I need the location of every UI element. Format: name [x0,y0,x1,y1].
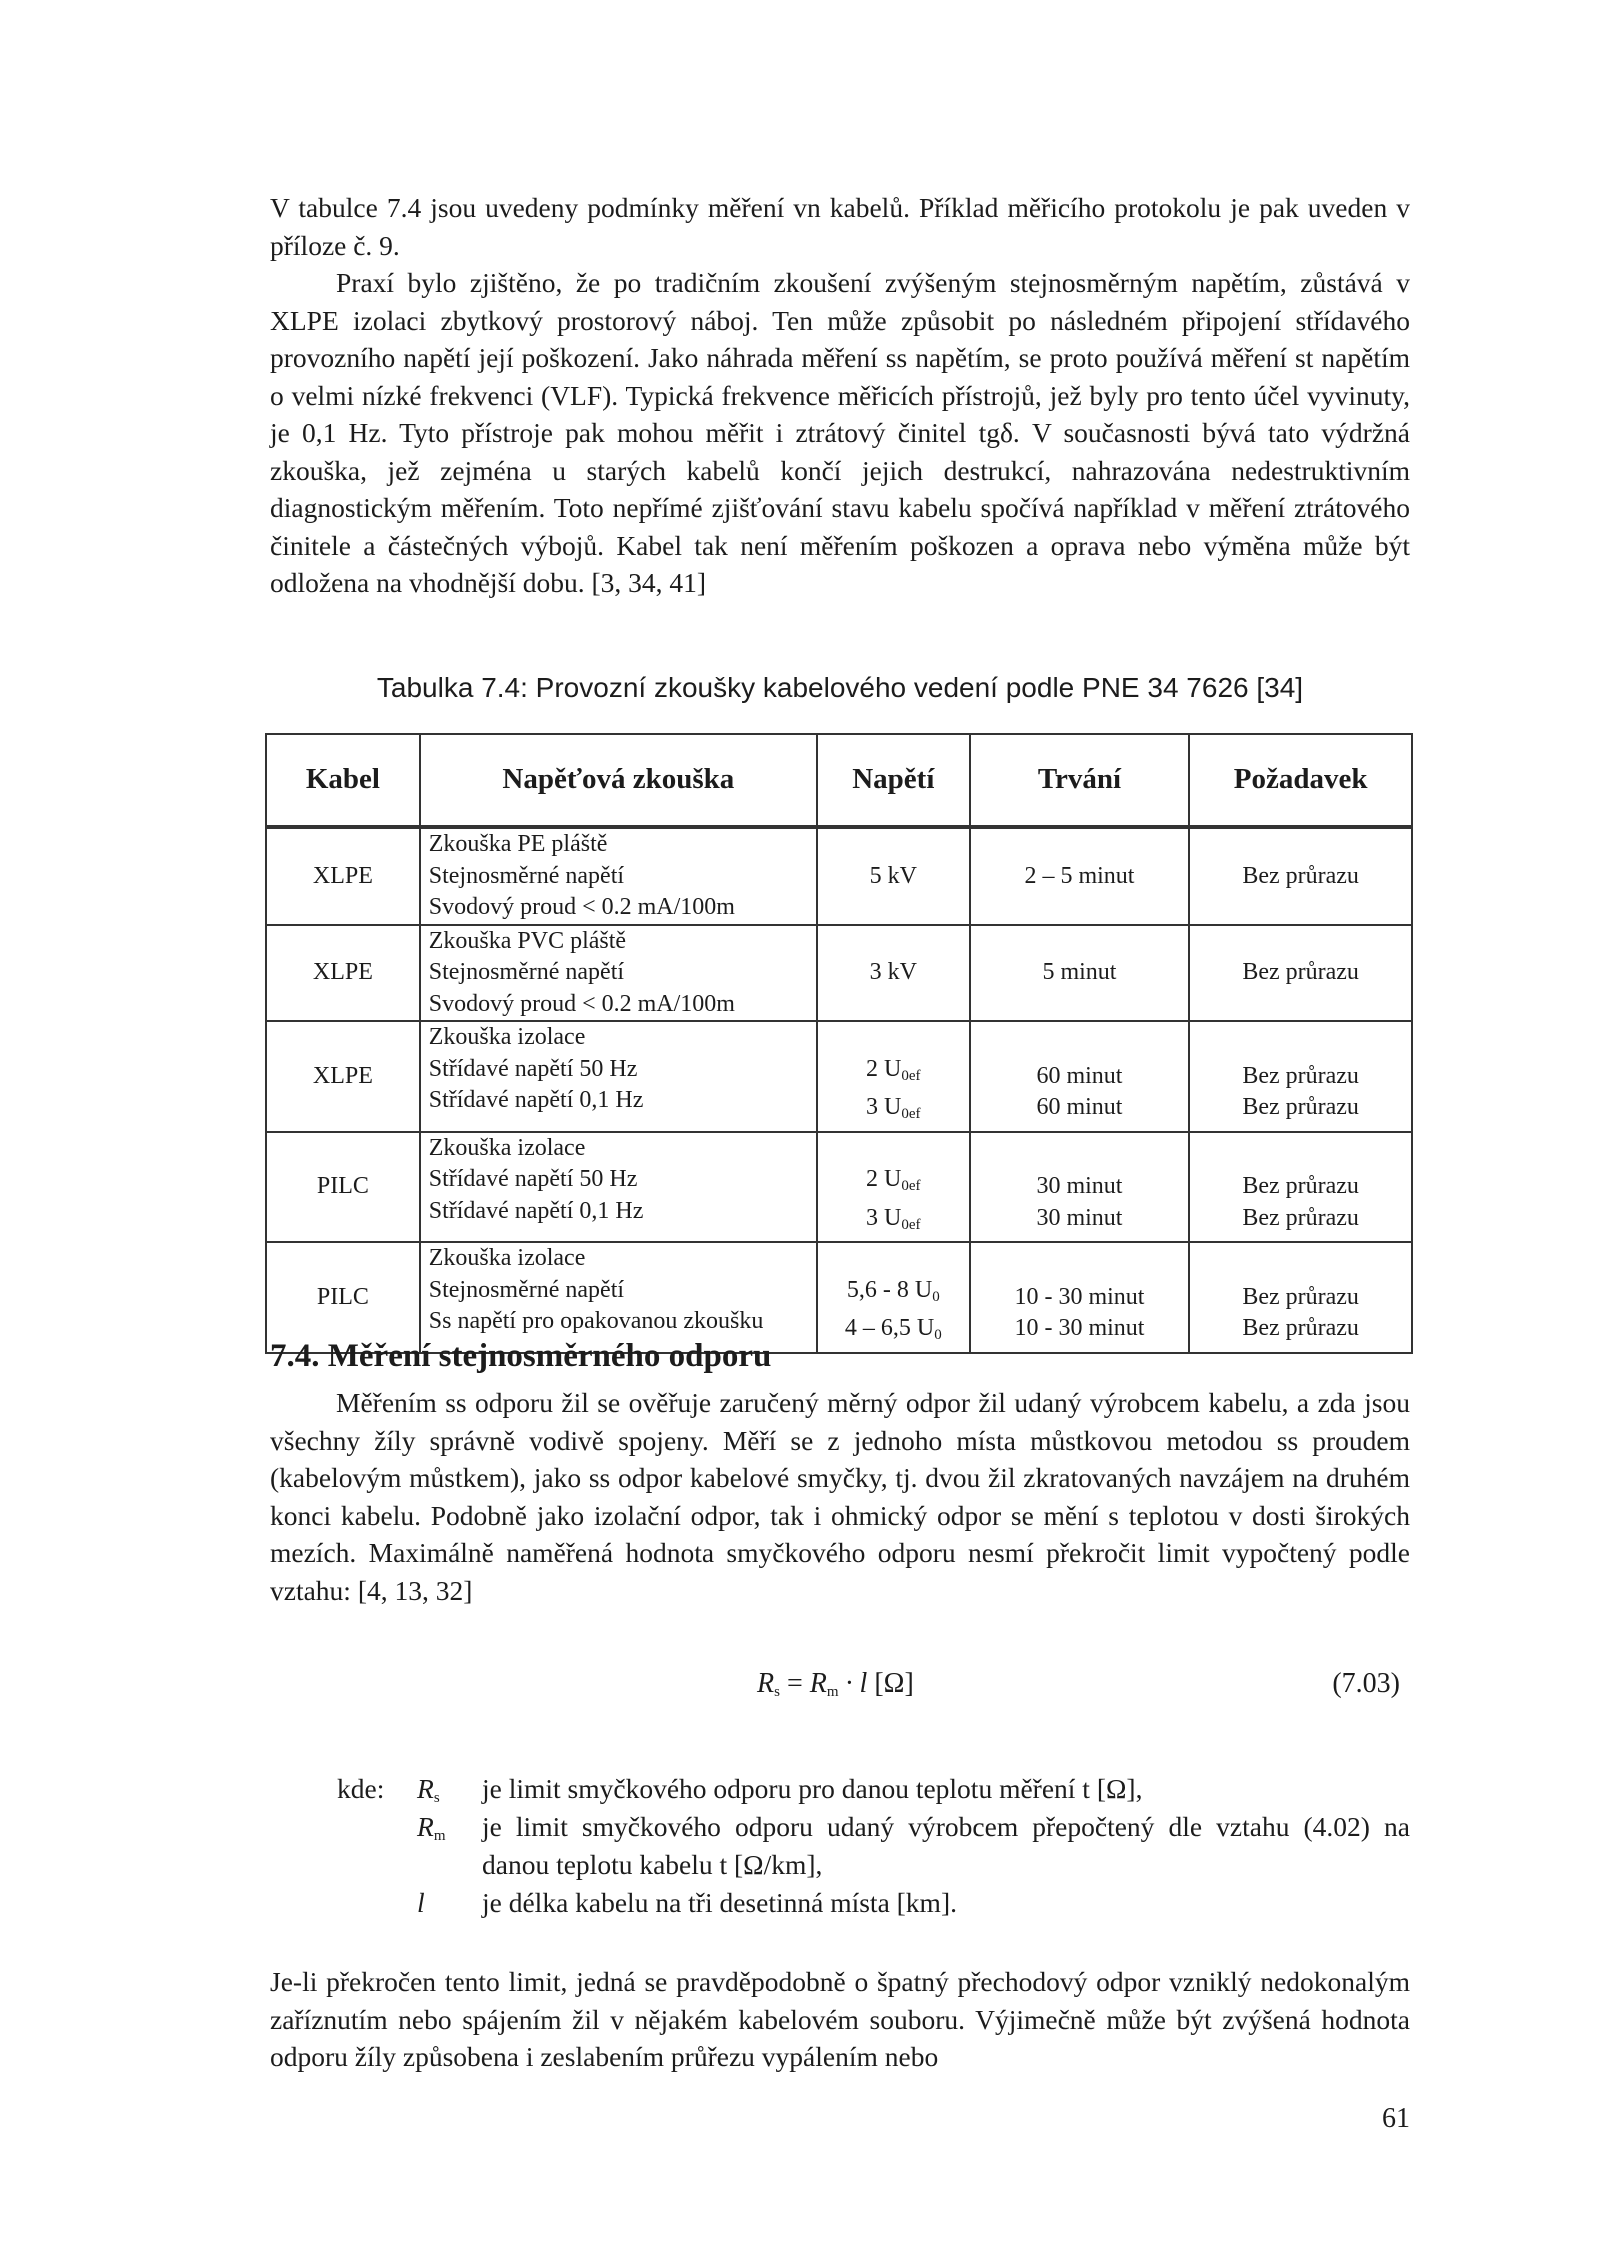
cell-trvani: 2 – 5 minut [970,827,1190,925]
header-napeti: Napětí [817,734,970,827]
cell-line: 30 minut [1036,1173,1123,1199]
page-number: 61 [1382,2103,1410,2134]
cell-line: Bez průrazu [1242,1062,1359,1089]
cell-zkouska [420,925,817,1022]
cell-line: Zkouška izolace [428,1024,586,1050]
definition-row [337,1808,1410,1884]
cell-line: Bez průrazu [1242,1283,1359,1310]
cell-line: 60 minut [1036,1094,1123,1120]
equation-number: (7.03) [1332,1668,1400,1699]
symbol: l [417,1887,425,1918]
table-row [266,925,1412,1022]
paragraph-limit: Je-li překročen tento limit, jedná se pravděpodobně o špatný přechodový odpor vzniklý nedokonalým zaříznutím nebo spájením žil v nějakém kabelovém souboru. Výjimečně může být zvýšená hodnota odporu žíly způsobena i zeslabením průřezu vypálením nebo [270,1966,1410,2072]
where-label: kde: [337,1773,385,1804]
table-row [266,1132,1412,1243]
voltage-line: 2 $U_{0ef}$ [866,1166,921,1194]
equation-formula: $R_s = R_m \cdot l$ [Ω] [757,1668,914,1700]
variable-definitions [337,1770,1410,1922]
cell-kabel: XLPE [266,925,420,1022]
cell-line: Zkouška PVC pláště [428,927,627,954]
cell-line: Střídavé napětí 50 Hz [428,1166,638,1192]
voltage-line: 3 $U_{0ef}$ [866,1204,921,1233]
paragraph-vlf: Praxí bylo zjištěno, že po tradičním zkoušení zvýšeným stejnosměrným napětím, zůstává v XLPE izolaci zbytkový prostorový náboj. Ten může způsobit po následném připojení střídavého provozního napětí její poškození. Jako náhrada měření ss napětím, se proto používá měření st napětím o velmi nízké frekvenci (VLF). Typická frekvence měřicích přístrojů, jež byly pro tento účel vyvinuty, je 0,1 Hz. Tyto přístroje pak mohou měřit i ztrátový činitel tgδ. V současnosti bývá tato výdržná zkouška, jež zejména u starých kabelů končí jejich destrukcí, nahrazována nedestruktivním diagnostickým měřením. Toto nepřímé zjišťování stavu kabelu spočívá například v měření ztrátového činitele a částečných výbojů. Kabel tak není měřením poškozen a oprava nebo výměna může být odložena na vhodnější dobu. [3, 34, 41] [270,267,1410,598]
cell-napeti [817,1242,970,1353]
definition-row [337,1770,1410,1808]
symbol: $R_m$ [417,1811,446,1844]
cell-pozadavek: Bez průrazu [1189,827,1412,925]
cell-zkouska [420,827,817,925]
table-header-row [266,734,1412,827]
table-row [266,1242,1412,1353]
cell-line: Zkouška izolace [428,1134,586,1161]
cell-zkouska [420,1021,817,1132]
cell-kabel: PILC [266,1132,420,1243]
header-kabel: Kabel [266,734,420,827]
cell-napeti: 3 kV [817,925,970,1022]
definition-text: je limit smyčkového odporu udaný výrobcem přepočtený dle vztahu (4.02) na danou teplotu kabelu t [Ω/km], [482,1811,1410,1880]
table-caption: Tabulka 7.4: Provozní zkoušky kabelového vedení podle PNE 34 7626 [34] [376,672,1304,703]
cell-line: Bez průrazu [1242,1315,1359,1341]
cell-zkouska [420,1132,817,1243]
cell-line: Svodový proud < 0.2 mA/100m [428,894,735,920]
table-row [266,827,1412,925]
definition-row [337,1884,1410,1922]
cell-napeti [817,1132,970,1243]
cell-pozadavek [1189,1021,1412,1132]
cell-line: 10 - 30 minut [1014,1315,1145,1341]
section-heading: 7.4. Měření stejnosměrného odporu [270,1338,772,1374]
test-table [265,733,1413,1354]
cell-trvani [970,1132,1190,1243]
paragraph-intro: V tabulce 7.4 jsou uvedeny podmínky měření vn kabelů. Příklad měřicího protokolu je pak uveden v příloze č. 9. [270,192,1410,261]
cell-napeti [817,1021,970,1132]
table-row [266,1021,1412,1132]
cell-line: Zkouška izolace [428,1245,586,1271]
cell-line: 30 minut [1036,1204,1123,1231]
header-napetova-zkouska: Napěťová zkouška [420,734,817,827]
cell-kabel: XLPE [266,827,420,925]
equation [270,1668,1410,1708]
cell-line: Střídavé napětí 0,1 Hz [428,1087,644,1113]
cell-line: Střídavé napětí 50 Hz [428,1055,638,1082]
cell-line: Ss napětí pro opakovanou zkoušku [428,1308,764,1334]
cell-pozadavek [1189,1242,1412,1353]
cell-line: Střídavé napětí 0,1 Hz [428,1197,644,1224]
voltage-line: 4 – 6,5 $U_0$ [844,1315,942,1343]
definition-text: je limit smyčkového odporu pro danou teplotu měření t [Ω], [482,1773,1143,1804]
cell-kabel: PILC [266,1242,420,1353]
header-trvani: Trvání [970,734,1190,827]
cell-trvani [970,1242,1190,1353]
cell-line: Zkouška PE pláště [428,831,608,857]
cell-line: Svodový proud < 0.2 mA/100m [428,990,735,1017]
voltage-line: 2 $U_{0ef}$ [866,1055,921,1084]
cell-line: Bez průrazu [1242,1173,1359,1199]
cell-pozadavek: Bez průrazu [1189,925,1412,1022]
cell-line: Stejnosměrné napětí [428,1276,625,1303]
voltage-line: 3 $U_{0ef}$ [866,1094,921,1122]
definition-text: je délka kabelu na tři desetinná místa [km]. [482,1887,957,1918]
voltage-line: 5,6 - 8 $U_0$ [846,1276,940,1305]
cell-pozadavek [1189,1132,1412,1243]
cell-line: Bez průrazu [1242,1204,1359,1231]
cell-line: 60 minut [1036,1062,1123,1089]
header-pozadavek: Požadavek [1189,734,1412,827]
cell-kabel: XLPE [266,1021,420,1132]
cell-trvani: 5 minut [970,925,1190,1022]
cell-line: Stejnosměrné napětí [428,959,625,985]
cell-line: Stejnosměrné napětí [428,862,625,889]
cell-trvani [970,1021,1190,1132]
cell-line: Bez průrazu [1242,1094,1359,1120]
symbol: $R_s$ [417,1773,440,1806]
cell-napeti: 5 kV [817,827,970,925]
cell-zkouska [420,1242,817,1353]
paragraph-resistance: Měřením ss odporu žil se ověřuje zaručený měrný odpor žil udaný výrobcem kabelu, a zda jsou všechny žíly správně vodivě spojeny. Měří se z jednoho místa můstkovou metodou ss proudem (kabelovým můstkem), jako ss odpor kabelové smyčky, tj. dvou žil zkratovaných navzájem na druhém konci kabelu. Podobně jako izolační odpor, tak i ohmický odpor se mění s teplotou v dosti širokých mezích. Maximálně naměřená hodnota smyčkového odporu nesmí překročit limit vypočtený podle vztahu: [4, 13, 32] [270,1387,1410,1606]
cell-line: 10 - 30 minut [1014,1283,1145,1310]
